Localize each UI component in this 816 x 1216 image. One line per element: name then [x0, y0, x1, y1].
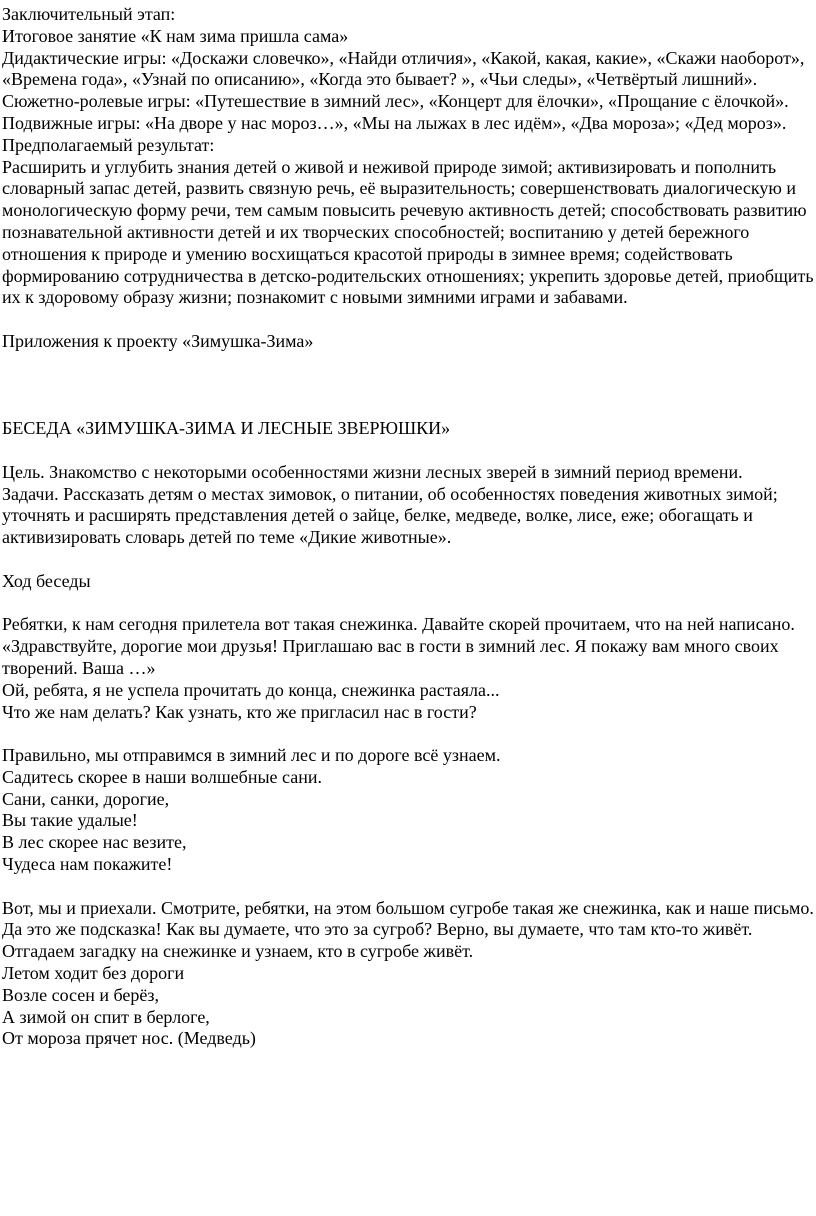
blank-line [2, 440, 816, 462]
blank-line [2, 353, 816, 375]
paragraph-arrived: Вот, мы и приехали. Смотрите, ребятки, на этом большом сугробе такая же снежинка, как и наше письмо. Да это же подсказка! Как вы думаете, что это за сугроб? Верно, вы думаете, что там кто-то живёт. Отгадаем загадку на снежинке и узнаем, кто в сугробе живёт. [2, 897, 814, 962]
blank-line [2, 593, 816, 615]
paragraph-final-lesson: Итоговое занятие «К нам зима пришла сама» [2, 25, 349, 46]
paragraph-go-to-forest: Правильно, мы отправимся в зимний лес и по дороге всё узнаем. [2, 745, 501, 766]
paragraph-final-stage: Заключительный этап: [2, 4, 176, 24]
paragraph-snowflake-letter: Ребятки, к нам сегодня прилетела вот такая снежинка. Давайте скорей прочитаем, что на ней написано. «Здравствуйте, дорогие мои друзья! Приглашаю вас в гости в зимний лес. Я покажу вам много своих творений. Ваша …» [2, 614, 795, 678]
riddle-line: Возле сосен и берёз, [2, 984, 159, 1005]
paragraph-appendix-title: Приложения к проекту «Зимушка-Зима» [2, 330, 314, 351]
poem-line: Чудеса нам покажите! [2, 854, 173, 875]
paragraph-tasks: Задачи. Рассказать детям о местах зимовок, о питании, об особенностях поведения животных зимой; уточнять и расширять представления детей о зайце, белке, медведе, волке, лисе, еже; обогащать и активизировать словарь детей по теме «Дикие животные». [2, 483, 778, 548]
blank-line [2, 876, 816, 898]
paragraph-snowflake-melted: Ой, ребята, я не успела прочитать до конца, снежинка растаяла... [2, 679, 500, 700]
paragraph-question: Что же нам делать? Как узнать, кто же пригласил нас в гости? [2, 701, 477, 722]
poem-line: В лес скорее нас везите, [2, 832, 187, 853]
riddle-line: От мороза прячет нос. (Медведь) [2, 1028, 256, 1049]
paragraph-role-games: Сюжетно-ролевые игры: «Путешествие в зимний лес», «Концерт для ёлочки», «Прощание с ёлочкой». [2, 91, 789, 112]
riddle-line: Летом ходит без дороги [2, 963, 185, 984]
paragraph-expected-result-heading: Предполагаемый результат: [2, 134, 215, 155]
paragraph-didactic-games: Дидактические игры: «Доскажи словечко», «Найди отличия», «Какой, какая, какие», «Скажи наоборот», «Времена года», «Узнай по описанию», «Когда это бывает? », «Чьи следы», «Четвёртый лишний». [2, 47, 805, 90]
paragraph-conversation-flow-heading: Ход беседы [2, 570, 91, 591]
blank-line [2, 309, 816, 331]
paragraph-expected-result: Расширить и углубить знания детей о живой и неживой природе зимой; активизировать и пополнить словарный запас детей, развить связную речь, её выразительность; совершенствовать диалогическую и монологическую форму речи, тем самым повысить речевую активность детей; способствовать развитию познавательной активности детей и их творческих способностей; воспитанию у детей бережного отношения к природе и умению восхищаться красотой природы в зимнее время; содействовать формированию сотрудничества в детско-родительских отношениях; укрепить здоровье детей, приобщить их к здоровому образу жизни; познакомит с новыми зимними играми и забавами. [2, 156, 814, 308]
poem-line: Вы такие удалые! [2, 810, 138, 831]
paragraph-goal: Цель. Знакомство с некоторыми особенностями жизни лесных зверей в зимний период времени. [2, 461, 743, 482]
section-heading-conversation: БЕСЕДА «ЗИМУШКА-ЗИМА И ЛЕСНЫЕ ЗВЕРЮШКИ» [2, 418, 451, 439]
paragraph-sleigh: Садитесь скорее в наши волшебные сани. [2, 766, 323, 787]
paragraph-outdoor-games: Подвижные игры: «На дворе у нас мороз…», «Мы на лыжах в лес идём», «Два мороза»; «Дед мороз». [2, 112, 787, 133]
blank-line [2, 549, 816, 571]
poem-line: Сани, санки, дорогие, [2, 788, 170, 809]
blank-line [2, 375, 816, 397]
blank-line [2, 396, 816, 418]
blank-line [2, 723, 816, 745]
riddle-line: А зимой он спит в берлоге, [2, 1006, 210, 1027]
